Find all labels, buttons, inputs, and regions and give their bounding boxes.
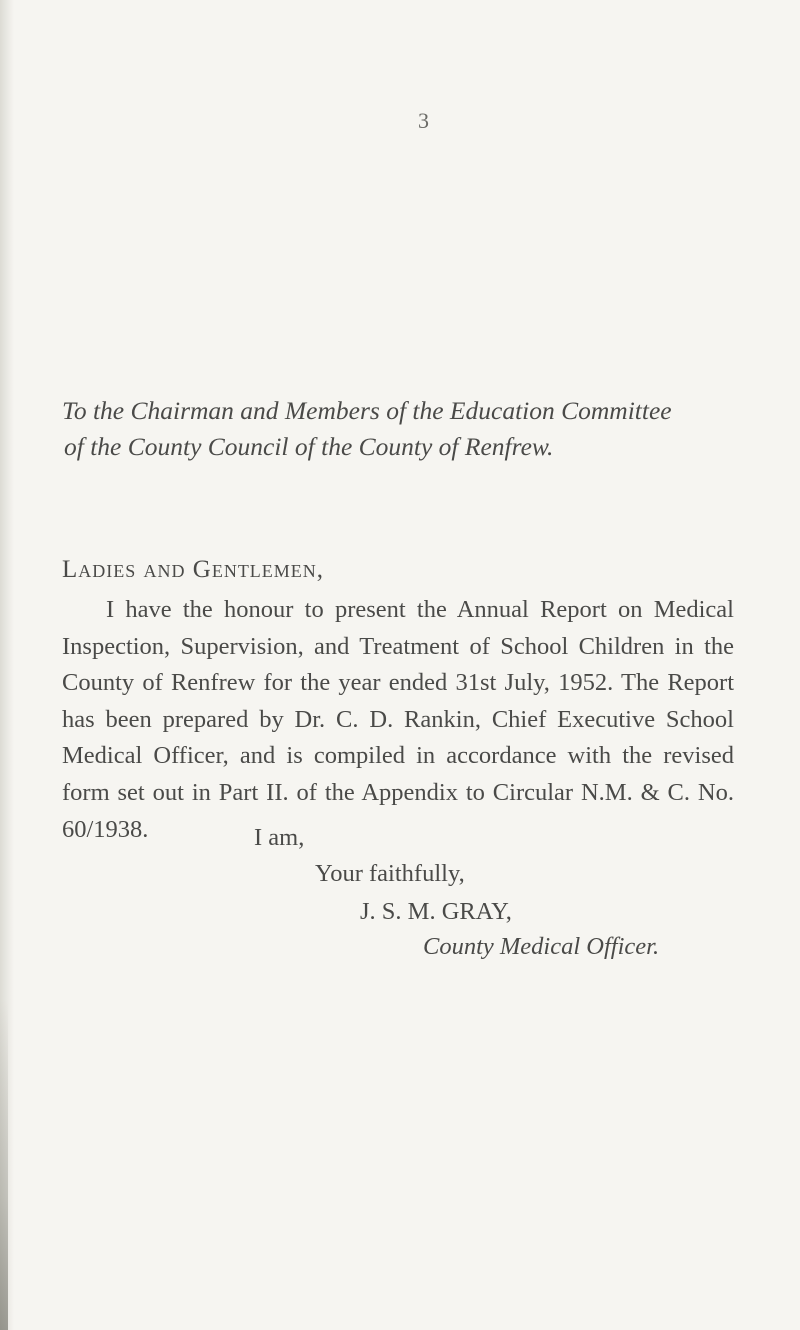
closing-valediction: Your faithfully,: [315, 860, 465, 887]
binding-shadow: [0, 1000, 8, 1330]
page-number: 3: [418, 108, 429, 133]
letter-body: I have the honour to present the Annual Report on Medical Inspection, Supervision, and Treatment of School Children in the County of Renfrew for the year ended 31st July, 1952. The Report has been prepared by Dr. C. D. Rankin, Chief Executive School Medical Officer, and is compiled in accordance with the revised form set out in Part II. of the Appendix to Circular N.M. & C. No. 60/1938.: [62, 596, 734, 843]
salutation: Ladies and Gentlemen,: [62, 556, 325, 583]
signatory-title: County Medical Officer.: [423, 933, 660, 960]
signatory-name: J. S. M. GRAY,: [360, 898, 512, 925]
address-block: [62, 393, 672, 465]
address-line-1: To the Chairman and Members of the Education Committee: [62, 396, 672, 425]
closing-i-am: I am,: [254, 824, 305, 851]
address-line-2: of the County Council of the County of Renfrew.: [64, 432, 554, 461]
